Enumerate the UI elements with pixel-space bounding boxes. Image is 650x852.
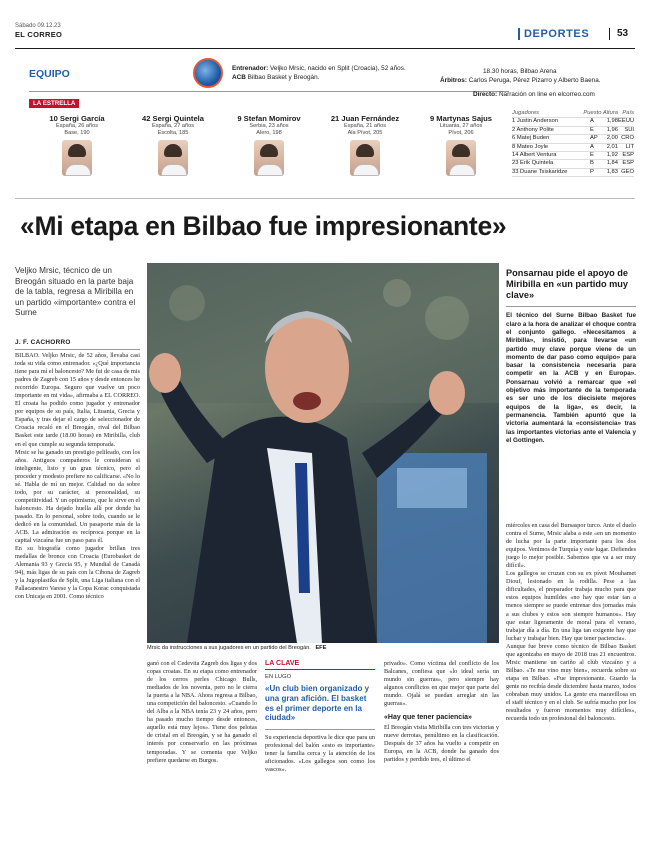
- player-card: [221, 114, 317, 176]
- lineup-name: 33 Duane Tsiskaridze: [512, 168, 568, 175]
- player-photo: [158, 140, 188, 176]
- header-rule: [15, 48, 635, 49]
- player-card: [413, 114, 509, 176]
- lineup-country: ESP: [622, 160, 634, 167]
- caption-text: Mrsic da instrucciones a sus jugadores en un partido del Breogán.: [147, 645, 311, 651]
- lineup-row: [512, 135, 634, 143]
- match-time: 18.30 horas, Bilbao Arena: [483, 68, 557, 75]
- player-name: 42 Sergi Quintela: [141, 114, 205, 123]
- article-column-1: BILBAO. Veljko Mrsic, de 52 años, llevaba casi toda su vida como entrenador. «¿Qué importancia tiene para mí el baloncesto? Me fui de casa de mis padres de Zagreb con 15 años y desde entonces he recorrido Europa. Seguro que vuelve un poco importante en mi vida», afirmaba a EL CORREO. El croata ha podido como jugador y entrenador por equipos de su país, Italia, Lituania, Grecia y España, y tras dejar el cargo de seleccionador de Croacia recaló en el Breogán, rival del Bilbao Basket este tarde (18.00 horas) en Miribilla, club en el que cumple su segunda temporada. Mrsic se ha ganado un prestigio pelileado, con los años. Antiguos compañeros le consideran si inteligente, listo y un gran técnico, pero el proceder y modesto prefiere no calificarse. «No lo sé. Habla de mí un mejor. Calidad no da sobre todo, por su carácter, si personalidad, su competitividad. Y un optimismo, que le sirve en el baloncesto. Ha dejado huella allí por donde ha pasado. En lo personal, sobre todo, cuando se le dedicó en la comunidad. Un pasaporte más de la ACB. La admiración es recíproca porque en la capital vizcaína fue un paso para él. En su biografía como jugador brillan tres medallas de bronce con Croacia (Eurobasket de Alemania 93 y Grecia 95, y Mundial de Canadá 94), más ligas de su país con la Cibona de Zagreb y la Jugoplastika de Split, una Liga italiana con el Pallacanestro Varese y la Copa Korac conquistada con Unicaja en 2001. Como técnico: [15, 352, 140, 601]
- lineup-height: 1,83: [606, 168, 618, 175]
- column-4-text: privado». Como víctima del conflicto de los Balcanes, confiesa que «lo ideal sería un mundo sin guerras», pero siempre hay algunos conflictos en que mejor que parte del mundo. Ojalá se puedan arreglar sin las guerras».: [384, 660, 499, 708]
- referees-line: [440, 77, 635, 85]
- key-box: [265, 660, 375, 814]
- player-info: Serbia, 23 años: [249, 123, 289, 129]
- article-column-5: miércoles en casa del Bursaspor turco. Ante el duelo contra el Surne, Mrsic alaba a este «en un momento de lucha por la parte importante para los dos equipos. Venimos de Turquía y este lugar. Defiendes juego lo mejor posible. Sabemos que va a ser muy difícil». Los gallegos se cruzan con su ex pívot Mouhamet Diouf, lesionado en la rodilla. Pese a las dificultades, el preparador trabaja mucho para que estos equipos humildes «no hay que estar tan a menos siempre se puede entrenar dos jornadas más a sus clubes y estos son siempre humanos». Hay que estar ligeramente de moral para el verano, trabajar día a día. En una liga tan exigente hay que luchar y trabajar bien. Hay que tener paciencia». Aunque fue breve como técnico de Bilbao Basket que agonizaba en mayo de 2018 tras 21 encuentros. Mrsic mantiene un cariño al club vizcaíno y a Bilbao. «Te me vino muy bien», recuerda sobre su etapa en Bilbao. «Fue impresionante. Guardo la gente no recibía desde diciembre hasta marzo, todos cobraban muy unidos. La gente era maravillosa en el staff técnico y en el club. Se sufría mucho por los resultados y fueron momentos muy difíciles», recuerda todo un profesional del baloncesto.: [506, 522, 636, 723]
- section-title: DEPORTES: [524, 28, 590, 40]
- player-name: 9 Stefan Momirov: [237, 114, 301, 123]
- player-name: 21 Juan Fernández: [330, 114, 400, 123]
- lineup-country: SUI: [624, 126, 634, 133]
- lineup-row: [512, 118, 634, 126]
- lineup-row: [512, 152, 634, 160]
- column-4-subhead: «Hay que tener paciencia»: [384, 714, 472, 722]
- photo-credit: EFE: [315, 645, 327, 651]
- player-photo: [446, 140, 476, 176]
- key-box-rule: [265, 729, 375, 730]
- coach-label: Entrenador:: [232, 65, 269, 72]
- player-role: Ala Pívot, 205: [347, 130, 383, 136]
- player-info: España, 21 años: [344, 123, 386, 129]
- team-logo-icon: [193, 58, 223, 88]
- lineup-row: [512, 169, 634, 177]
- team-code: ACB: [232, 74, 246, 81]
- article-column-2: ganó con el Cedevita Zagreb dos ligas y dos copas croatas. En su etapa como entrenador de los cerros perles Chicago Bulls, mediados de los noventa, pero no le cierra la puerta a la NBA. Ahora regresa a Bilbao, una competición del baloncesto. «Cuando lo del Alba a la NBA tenía 23 y 24 años, pero ha pasado mucho tiempo desde entonces, aquello está muy lejos». Tiene dos pelotas de cristal en el Breogán, y se ha ganado el interés por conservarlo en las próximas temporadas. Y se comenta que Veljko prefiere quedarse en Burgos.: [147, 660, 257, 764]
- player-card: [317, 114, 413, 176]
- team-label: EQUIPO: [29, 68, 70, 80]
- lineup-name: 1 Justin Anderson: [512, 118, 559, 125]
- page-header: [15, 8, 635, 48]
- player-info: España, 27 años: [152, 123, 194, 129]
- player-role: Base, 190: [64, 130, 90, 136]
- lineup-name: 2 Anthony Polite: [512, 126, 554, 133]
- key-box-quote: «Un club bien organizado y una gran afición. El basket es el primer deporte en la ciudad»: [265, 684, 370, 723]
- lineup-row: [512, 144, 634, 152]
- byline: J. F. CACHORRO: [15, 339, 140, 350]
- sidebar-text: El técnico del Surne Bilbao Basket fue claro a la hora de analizar el choque contra el conjunto gallego. «Necesitamos a Miribilla», insistió, para llevarse «un partido muy clave porque viene de un momento de dar paso como equipo» para basar la consistencia necesaria para competir en la ACB y en Europa». Ponsarnau volvió a remarcar que «el objetivo más importante de la temporada es ser uno de los diecisiete mejores equipos de la liga», es decir, la permanencia. También apuntó que la victoria aumentará la «consistencia» tras las importantes victorias ante el Valencia y el Gottingen.: [506, 312, 636, 444]
- photo-caption: [147, 645, 499, 652]
- sidebar: [506, 268, 636, 445]
- lineup-country: LIT: [625, 143, 634, 150]
- player-role: Escolta, 185: [157, 130, 189, 136]
- key-box-place: EN LUGO: [265, 674, 292, 680]
- player-name: 10 Sergi García: [49, 114, 105, 123]
- lineup-pos: A: [590, 143, 594, 150]
- sidebar-rule: [506, 306, 636, 307]
- lineup-pos: B: [590, 160, 594, 167]
- photo-illustration: [147, 263, 499, 643]
- player-photo: [254, 140, 284, 176]
- lineup-country: CRO: [621, 135, 634, 142]
- paper-name: EL CORREO: [15, 30, 63, 39]
- lineup-pos: AP: [590, 135, 598, 142]
- headline: «Mi etapa en Bilbao fue impresionante»: [20, 211, 507, 241]
- player-name: 9 Martynas Sajus: [429, 114, 493, 123]
- team-box-bottom-rule: [15, 198, 635, 199]
- key-box-text: Su experiencia deportiva le dice que para un profesional del balón «esto es importante» tener la familia cerca y la atención de los aficionados. «Los gallegos son como los vascos».: [265, 734, 375, 774]
- lineup-name: 8 Mateo Joyle: [512, 143, 549, 150]
- player-card: [29, 114, 125, 176]
- lineup-pos: A: [590, 118, 594, 125]
- direct-line: [473, 91, 638, 99]
- player-info: España, 26 años: [56, 123, 98, 129]
- lineup-pos: E: [590, 126, 594, 133]
- lineup-country: GEO: [621, 168, 634, 175]
- lineup-height: 1,98: [606, 118, 618, 125]
- lineup-country: ESP: [622, 152, 634, 159]
- lineup-height: 2,01: [606, 143, 618, 150]
- deck: Veljko Mrsic, técnico de un Breogán situado en la parte baja de la tabla, regresa a Miribilla en un partido «importante» contra el Surne: [15, 266, 136, 318]
- main-photo: [147, 263, 499, 643]
- star-label: LA ESTRELLA: [29, 99, 79, 108]
- lineup-height: 1,92: [606, 152, 618, 159]
- starting-five: [29, 114, 509, 176]
- section-divider-right: [609, 28, 610, 40]
- player-photo: [62, 140, 92, 176]
- lineup-name: 14 Albert Ventura: [512, 152, 557, 159]
- lineup-pos: E: [590, 152, 594, 159]
- lineup-row: [512, 160, 634, 168]
- lineup-header-country: País: [622, 110, 634, 116]
- lineup-height: 1,96: [606, 126, 618, 133]
- lineup-country: EEUU: [618, 118, 635, 125]
- article-column-4: [384, 660, 499, 812]
- player-photo: [350, 140, 380, 176]
- player-info: Lituania, 27 años: [439, 123, 483, 129]
- lineup-pos: P: [590, 168, 594, 175]
- lineup-table: [512, 110, 634, 177]
- direct-text: Narración on line en elcorreo.com: [498, 91, 595, 98]
- referees-label: Árbitros:: [440, 77, 467, 84]
- lineup-name: 23 Erik Quintela: [512, 160, 554, 167]
- team-name: Bilbao Basket y Breogán.: [247, 74, 320, 81]
- lineup-header-height: Puesto Altura: [583, 110, 618, 116]
- lineup-header: [512, 110, 634, 118]
- player-role: Pívot, 206: [448, 130, 474, 136]
- column-4-text-2: El Breogán visita Miribilla con tres victorias y nueve derrotas, penúltimo en la clasificación. Después de 37 años ha vuelto a competir en Europa, en la ACB, donde ha ganado dos partidos y perdido tres, el último el: [384, 724, 499, 764]
- key-box-label: LA CLAVE: [265, 660, 375, 670]
- coach-text: Veljko Mrsic, nacido en Split (Croacia), 52 años.: [270, 65, 406, 72]
- lineup-name: 6 Matej Buden: [512, 135, 550, 142]
- player-role: Alero, 198: [256, 130, 282, 136]
- referees-names: Carlos Peruga, Pérez Pizarro y Alberto Baena.: [468, 77, 601, 84]
- section-divider: [518, 28, 520, 40]
- lineup-height: 1,84: [606, 160, 618, 167]
- team-rule: [29, 91, 509, 92]
- lineup-height: 2,00: [606, 135, 618, 142]
- player-card: [125, 114, 221, 176]
- lineup-row: [512, 127, 634, 135]
- direct-label: Directo:: [473, 91, 498, 98]
- lineup-header-name: Jugadores: [512, 110, 540, 116]
- sidebar-title: Ponsarnau pide el apoyo de Miribilla en «un partido muy clave»: [506, 268, 629, 300]
- page-number: 53: [617, 28, 629, 39]
- issue-date: Sábado 09.12.23: [15, 23, 61, 29]
